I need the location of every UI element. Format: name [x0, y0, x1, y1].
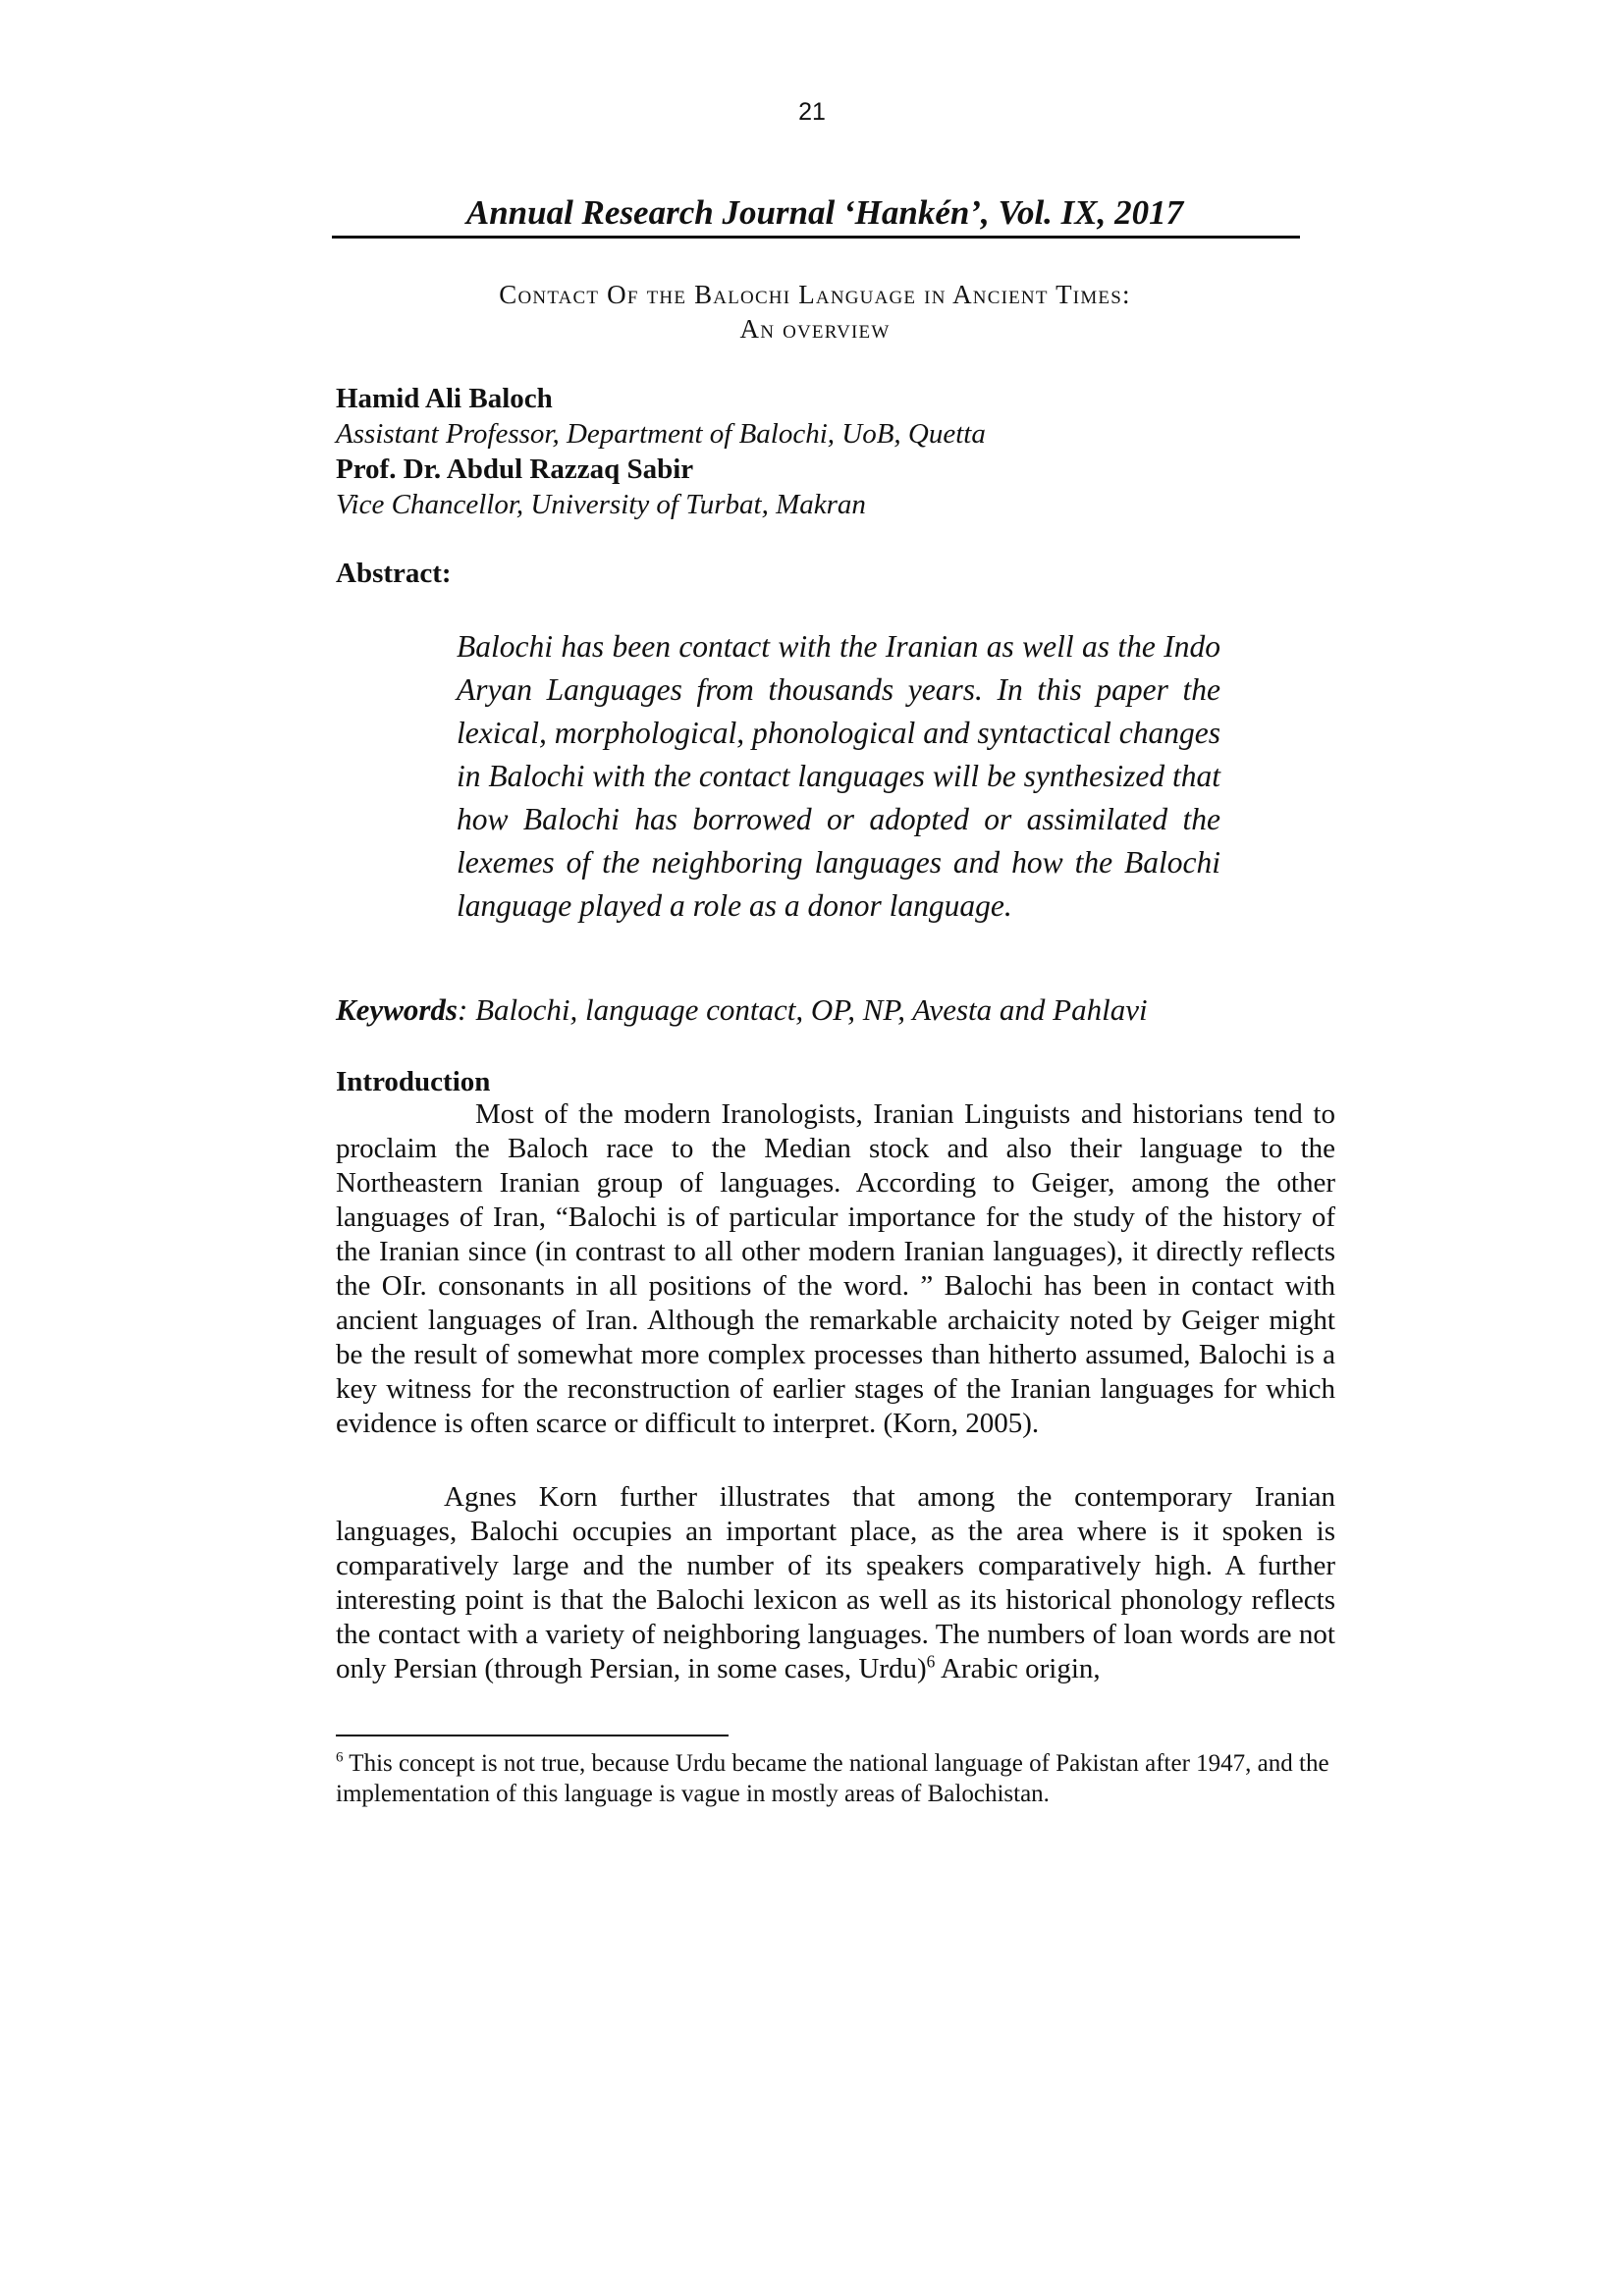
author-block [336, 381, 1318, 522]
footnote-marker: 6 [336, 1749, 344, 1766]
paragraph-text: Arabic origin, [935, 1653, 1101, 1684]
author-affiliation: Assistant Professor, Department of Balochi, UoB, Quetta [336, 418, 986, 450]
footnote-reference: 6 [926, 1651, 936, 1672]
running-head: Annual Research Journal ‘Hankén’, Vol. IX, 2017 [465, 193, 1184, 232]
keywords-line [336, 992, 1318, 1028]
article-title [324, 278, 1306, 347]
body-paragraph-1: Most of the modern Iranologists, Iranian Linguists and historians tend to proclaim the Baloch race to the Median stock and also their language to the Northeastern Iranian group of languages. According to Geiger, among the other languages of Iran, “Balochi is of particular importance for the study of the history of the Iranian since (in contrast to all other modern Iranian languages), it directly reflects the OIr. consonants in all positions of the word. ” Balochi has been in contact with ancient languages of Iran. Although the remarkable archaicity noted by Geiger might be the result of somewhat more complex processes than hitherto assumed, Balochi is a key witness for the reconstruction of earlier stages of the Iranian languages for which evidence is often scarce or difficult to interpret. (Korn, 2005). [336, 1098, 1335, 1439]
abstract-heading: Abstract: [336, 558, 452, 589]
author-affiliation: Vice Chancellor, University of Turbat, Makran [336, 489, 866, 520]
abstract-text: Balochi has been contact with the Iranian as well as the Indo Aryan Languages from thousands years. In this paper the lexical, morphological, phonological and syntactical changes in Balochi with the contact languages will be synthesized that how Balochi has borrowed or adopted or assimilated the lexemes of the neighboring languages and how the Balochi language played a role as a donor language. [457, 629, 1220, 923]
article-title-line-1: Contact Of the Balochi Language in Ancient Times: [499, 280, 1131, 309]
author-name: Prof. Dr. Abdul Razzaq Sabir [336, 454, 694, 485]
paragraph-text: Agnes Korn further illustrates that among the contemporary Iranian languages, Balochi occupies an important place, as the area where is it spoken is comparatively large and the number of its speakers comparatively high. A further interesting point is that the Balochi lexicon as well as its historical phonology reflects the contact with a variety of neighboring languages. The numbers of loan words are not only Persian (through Persian, in some cases, Urdu) [336, 1481, 1335, 1684]
section-heading-introduction: Introduction [336, 1066, 491, 1097]
keywords-label: Keywords [336, 992, 458, 1027]
page-number: 21 [798, 98, 826, 126]
footnote-text: This concept is not true, because Urdu became the national language of Pakistan after 1947, and the implementation of this language is vague in mostly areas of Balochistan. [336, 1750, 1329, 1807]
author-name: Hamid Ali Baloch [336, 383, 553, 414]
footnote [336, 1748, 1335, 1809]
header-rule [332, 236, 1300, 239]
body-paragraph-2 [336, 1480, 1335, 1686]
footnote-rule [336, 1735, 729, 1736]
keywords-text: : Balochi, language contact, OP, NP, Avesta and Pahlavi [458, 992, 1148, 1027]
article-title-line-2: An overview [739, 314, 891, 344]
